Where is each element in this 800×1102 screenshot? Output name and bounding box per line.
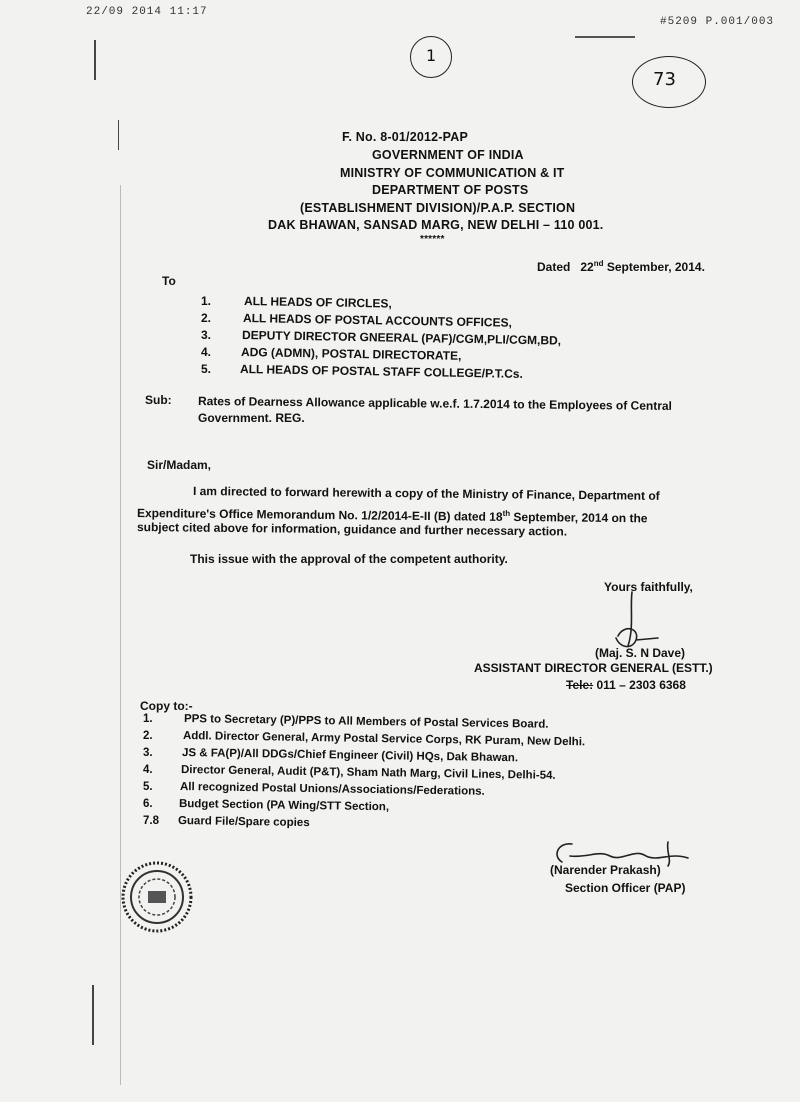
date-suffix: nd: [593, 259, 604, 268]
addressee-text: DEPUTY DIRECTOR GNEERAL (PAF)/CGM,PLI/CGM,BD,: [241, 328, 562, 348]
copy-to-item-text: All recognized Postal Unions/Associations/Federations.: [179, 781, 485, 798]
closing: Yours faithfully,: [604, 580, 693, 594]
official-seal-stamp: [120, 860, 194, 934]
salutation: Sir/Madam,: [147, 458, 212, 472]
body-line-1: I am directed to forward herewith a copy of the Ministry of Finance, Department of: [192, 484, 660, 503]
subject-label: Sub:: [145, 393, 172, 407]
body-line-3: subject cited above for information, guidance and further necessary action.: [136, 520, 568, 539]
org-line-3: DEPARTMENT OF POSTS: [372, 183, 529, 197]
date-rest: September, 2014.: [606, 260, 705, 274]
copy-to-item-number: 6.: [143, 798, 153, 810]
margin-line: [118, 120, 119, 150]
letter-date: [537, 255, 705, 276]
addressee-text: ALL HEADS OF POSTAL STAFF COLLEGE/P.T.Cs.: [239, 362, 524, 381]
addressee-text: ALL HEADS OF CIRCLES,: [243, 294, 392, 311]
addressee-number: 1.: [201, 294, 212, 308]
copy-to-item-number: 5.: [143, 781, 153, 793]
copy-to-label: Copy to:-: [140, 699, 193, 713]
org-line-2: MINISTRY OF COMMUNICATION & IT: [340, 166, 565, 180]
margin-line: [92, 985, 94, 1045]
fax-page-ref: #5209 P.001/003: [660, 16, 775, 28]
margin-line: [94, 40, 96, 80]
separator-stars: ******: [420, 234, 445, 245]
addressee-text: ALL HEADS OF POSTAL ACCOUNTS OFFICES,: [242, 311, 512, 330]
file-number: F. No. 8-01/2012-PAP: [342, 130, 469, 144]
copy-to-item-text: JS & FA(P)/All DDGs/Chief Engineer (Civil) HQs, Dak Bhawan.: [181, 747, 519, 765]
copy-to-item-text: Addl. Director General, Army Postal Service Corps, RK Puram, New Delhi.: [182, 730, 586, 749]
signatory-phone: Tele: 011 – 2303 6368: [566, 678, 686, 692]
margin-line: [120, 185, 121, 1085]
circled-page-number: 1: [410, 36, 452, 78]
copy-to-item-number: 1.: [143, 713, 153, 725]
org-line-1: GOVERNMENT OF INDIA: [372, 148, 524, 162]
officer-designation: Section Officer (PAP): [565, 881, 686, 895]
signatory-designation: ASSISTANT DIRECTOR GENERAL (ESTT.): [474, 661, 713, 675]
addressee-number: 3.: [201, 328, 212, 342]
circled-annotation: 73: [632, 56, 706, 108]
body-line-2: Expenditure's Office Memorandum No. 1/2/2014-E-II (B) dated 18th September, 2014 on the: [136, 506, 648, 526]
fax-datetime: 22/09 2014 11:17: [86, 6, 208, 18]
copy-to-item-text: Director General, Audit (P&T), Sham Nath Marg, Civil Lines, Delhi-54.: [180, 764, 556, 782]
addressee-text: ADG (ADMN), POSTAL DIRECTORATE,: [240, 345, 462, 363]
org-line-4: (ESTABLISHMENT DIVISION)/P.A.P. SECTION: [300, 201, 576, 215]
subject-line-1: Rates of Dearness Allowance applicable w.e.f. 1.7.2014 to the Employees of Central: [197, 394, 673, 413]
copy-to-item-text: PPS to Secretary (P)/PPS to All Members of Postal Services Board.: [183, 713, 549, 731]
signatory-name: (Maj. S. N Dave): [595, 646, 686, 660]
approval-line: This issue with the approval of the competent authority.: [190, 552, 508, 566]
org-line-5: DAK BHAWAN, SANSAD MARG, NEW DELHI – 110 001.: [268, 218, 604, 232]
copy-to-item-number: 4.: [143, 764, 153, 776]
fax-mark: [575, 36, 635, 38]
date-label: Dated: [537, 260, 571, 274]
copy-to-item-text: Budget Section (PA Wing/STT Section,: [178, 798, 390, 814]
subject-line-2: Government. REG.: [198, 411, 305, 425]
addressee-number: 4.: [201, 345, 212, 359]
date-day: 22: [580, 260, 594, 274]
copy-to-item-text: Guard File/Spare copies: [177, 815, 310, 830]
addressee-number: 2.: [201, 311, 212, 325]
officer-name: (Narender Prakash): [550, 863, 661, 877]
addressee-number: 5.: [201, 362, 212, 376]
copy-to-item-number: 2.: [143, 730, 153, 742]
copy-to-item-number: 7.8: [143, 815, 159, 827]
to-label: To: [162, 274, 176, 288]
copy-to-item-number: 3.: [143, 747, 153, 759]
